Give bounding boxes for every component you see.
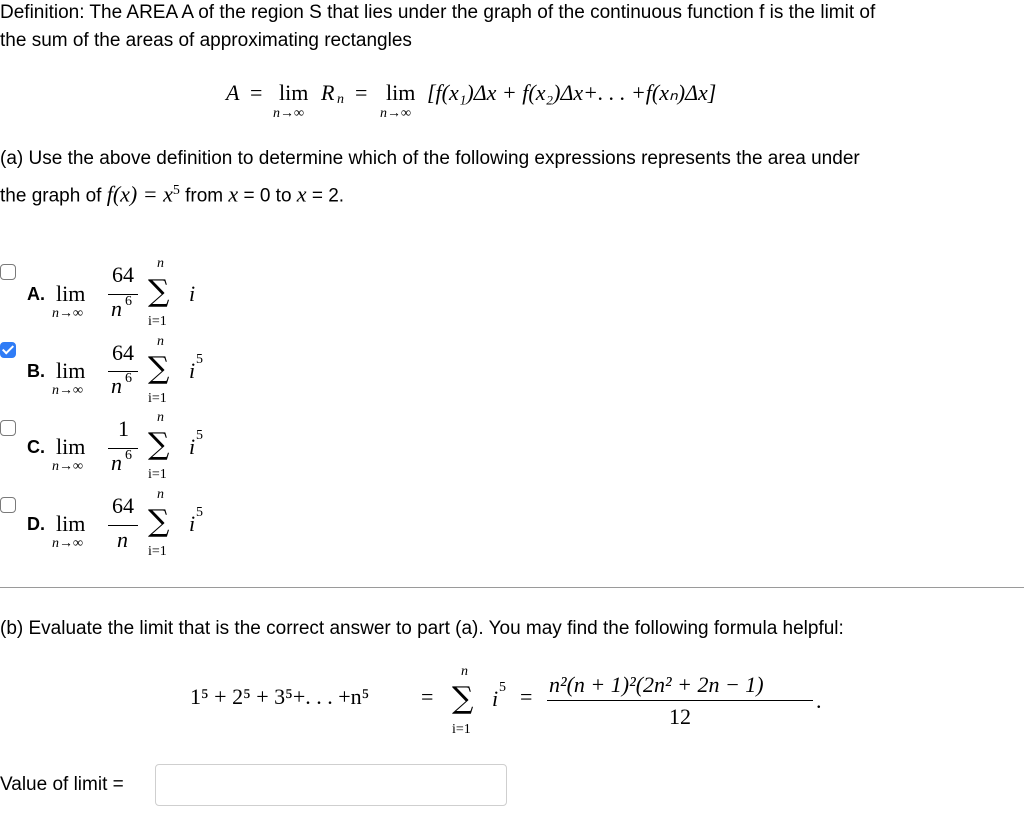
option-a-lim-sub: n→∞ [52,306,83,321]
option-b-label: B. [27,361,45,381]
option-c-sigma: ∑ [148,427,170,462]
option-c-sigma-top: n [157,410,164,425]
option-c-sigma-bottom: i=1 [148,467,167,482]
option-a-checkbox[interactable] [0,264,16,280]
sum-formula-sigma-bottom: i=1 [452,722,471,737]
option-a-sigma-top: n [157,256,164,271]
option-b-fraction-bar [108,371,138,372]
sum-formula-numerator: n²(n + 1)²(2n² + 2n − 1) [549,672,764,697]
option-b-numerator: 64 [112,340,134,365]
option-a-fraction-bar [108,294,138,295]
option-c-denominator: n [111,450,122,475]
option-b-sigma: ∑ [148,351,170,386]
formula-lim-2: lim [386,80,416,105]
option-b-sigma-bottom: i=1 [148,391,167,406]
option-d-numerator: 64 [112,493,134,518]
option-d-fraction-bar [108,525,138,526]
formula-lim-1: lim [279,80,309,105]
option-c-numerator: 1 [118,416,129,441]
sum-formula-sigma-top: n [461,664,468,679]
option-b-lim: lim [56,358,86,383]
part-a-text-end: = 2. [306,185,345,207]
option-a-sigma-bottom: i=1 [148,314,167,329]
option-d-summand-exp: 5 [196,505,203,520]
option-c-checkbox[interactable] [0,420,16,436]
sum-formula-lhs: 1⁵ + 2⁵ + 3⁵+. . . +n⁵ [190,684,370,709]
part-a-exponent: 5 [172,183,180,198]
formula-eq-1: = [250,80,263,105]
option-d-summand: i [189,511,196,536]
option-d-checkbox[interactable] [0,497,16,513]
option-d-lim: lim [56,511,86,536]
formula-lim-2-sub: n→∞ [380,106,411,121]
sum-formula-summand: i [492,686,499,711]
option-b-denominator: n [111,373,122,398]
formula-A: A [226,80,240,105]
formula-Rn-sub: n [337,92,344,107]
sum-formula-period: . [816,688,822,713]
sum-formula-denominator: 12 [669,704,691,729]
part-a-text-to: = 0 to [238,185,297,207]
option-d-lim-sub: n→∞ [52,536,83,551]
option-a-label: A. [27,284,45,304]
option-c-summand-exp: 5 [196,428,203,443]
sum-formula-eq-2: = [520,684,533,709]
option-a-numerator: 64 [112,262,134,287]
option-b-lim-sub: n→∞ [52,383,83,398]
formula-Rn: R [321,80,335,105]
sum-formula-summand-exp: 5 [499,680,506,695]
option-c-lim-sub: n→∞ [52,459,83,474]
option-d-sigma-bottom: i=1 [148,544,167,559]
definition-line-2: the sum of the areas of approximating rectangles [0,30,412,51]
sum-formula-eq-1: = [421,684,434,709]
option-a-den-exp: 6 [125,294,132,309]
option-b-checkbox[interactable] [0,342,16,358]
part-b-text: (b) Evaluate the limit that is the correct answer to part (a). You may find the following formula helpful: [0,618,844,639]
option-b-den-exp: 6 [125,371,132,386]
option-b-sigma-top: n [157,334,164,349]
option-d-sigma: ∑ [148,504,170,539]
formula-bracket-expression: [f(x₁)Δx + f(x₂)Δx+. . . +f(xₙ)Δx] [427,80,717,105]
formula-lim-1-sub: n→∞ [273,106,304,121]
option-c-label: C. [27,437,45,457]
option-c-lim: lim [56,434,86,459]
part-a-text: the graph of [0,185,107,207]
part-a-function: f(x) = x [106,181,173,207]
answer-label: Value of limit = [0,774,124,795]
formula-eq-2: = [355,80,368,105]
part-a-x2-var: x [296,181,307,207]
option-a-sigma: ∑ [148,274,170,309]
part-a-line-2 [0,178,344,209]
sum-formula-fraction-bar [547,700,813,701]
option-b-summand-exp: 5 [196,352,203,367]
part-a-x0-var: x [228,181,239,207]
part-a-line-1: (a) Use the above definition to determine which of the following expressions represents the area under [0,148,860,169]
option-d-label: D. [27,514,45,534]
option-a-summand: i [189,281,196,306]
option-c-den-exp: 6 [125,448,132,463]
option-c-fraction-bar [108,448,138,449]
definition-line-1: Definition: The AREA A of the region S that lies under the graph of the continuous function f is the limit of [0,2,876,23]
option-a-denominator: n [111,296,122,321]
option-a-lim: lim [56,281,86,306]
section-divider [0,587,1024,588]
sum-formula-sigma: ∑ [452,681,474,716]
part-a-text-from: from [179,185,229,207]
option-d-denominator: n [117,527,128,552]
answer-input[interactable] [155,764,507,806]
option-b-summand: i [189,358,196,383]
option-c-summand: i [189,434,196,459]
option-d-sigma-top: n [157,487,164,502]
